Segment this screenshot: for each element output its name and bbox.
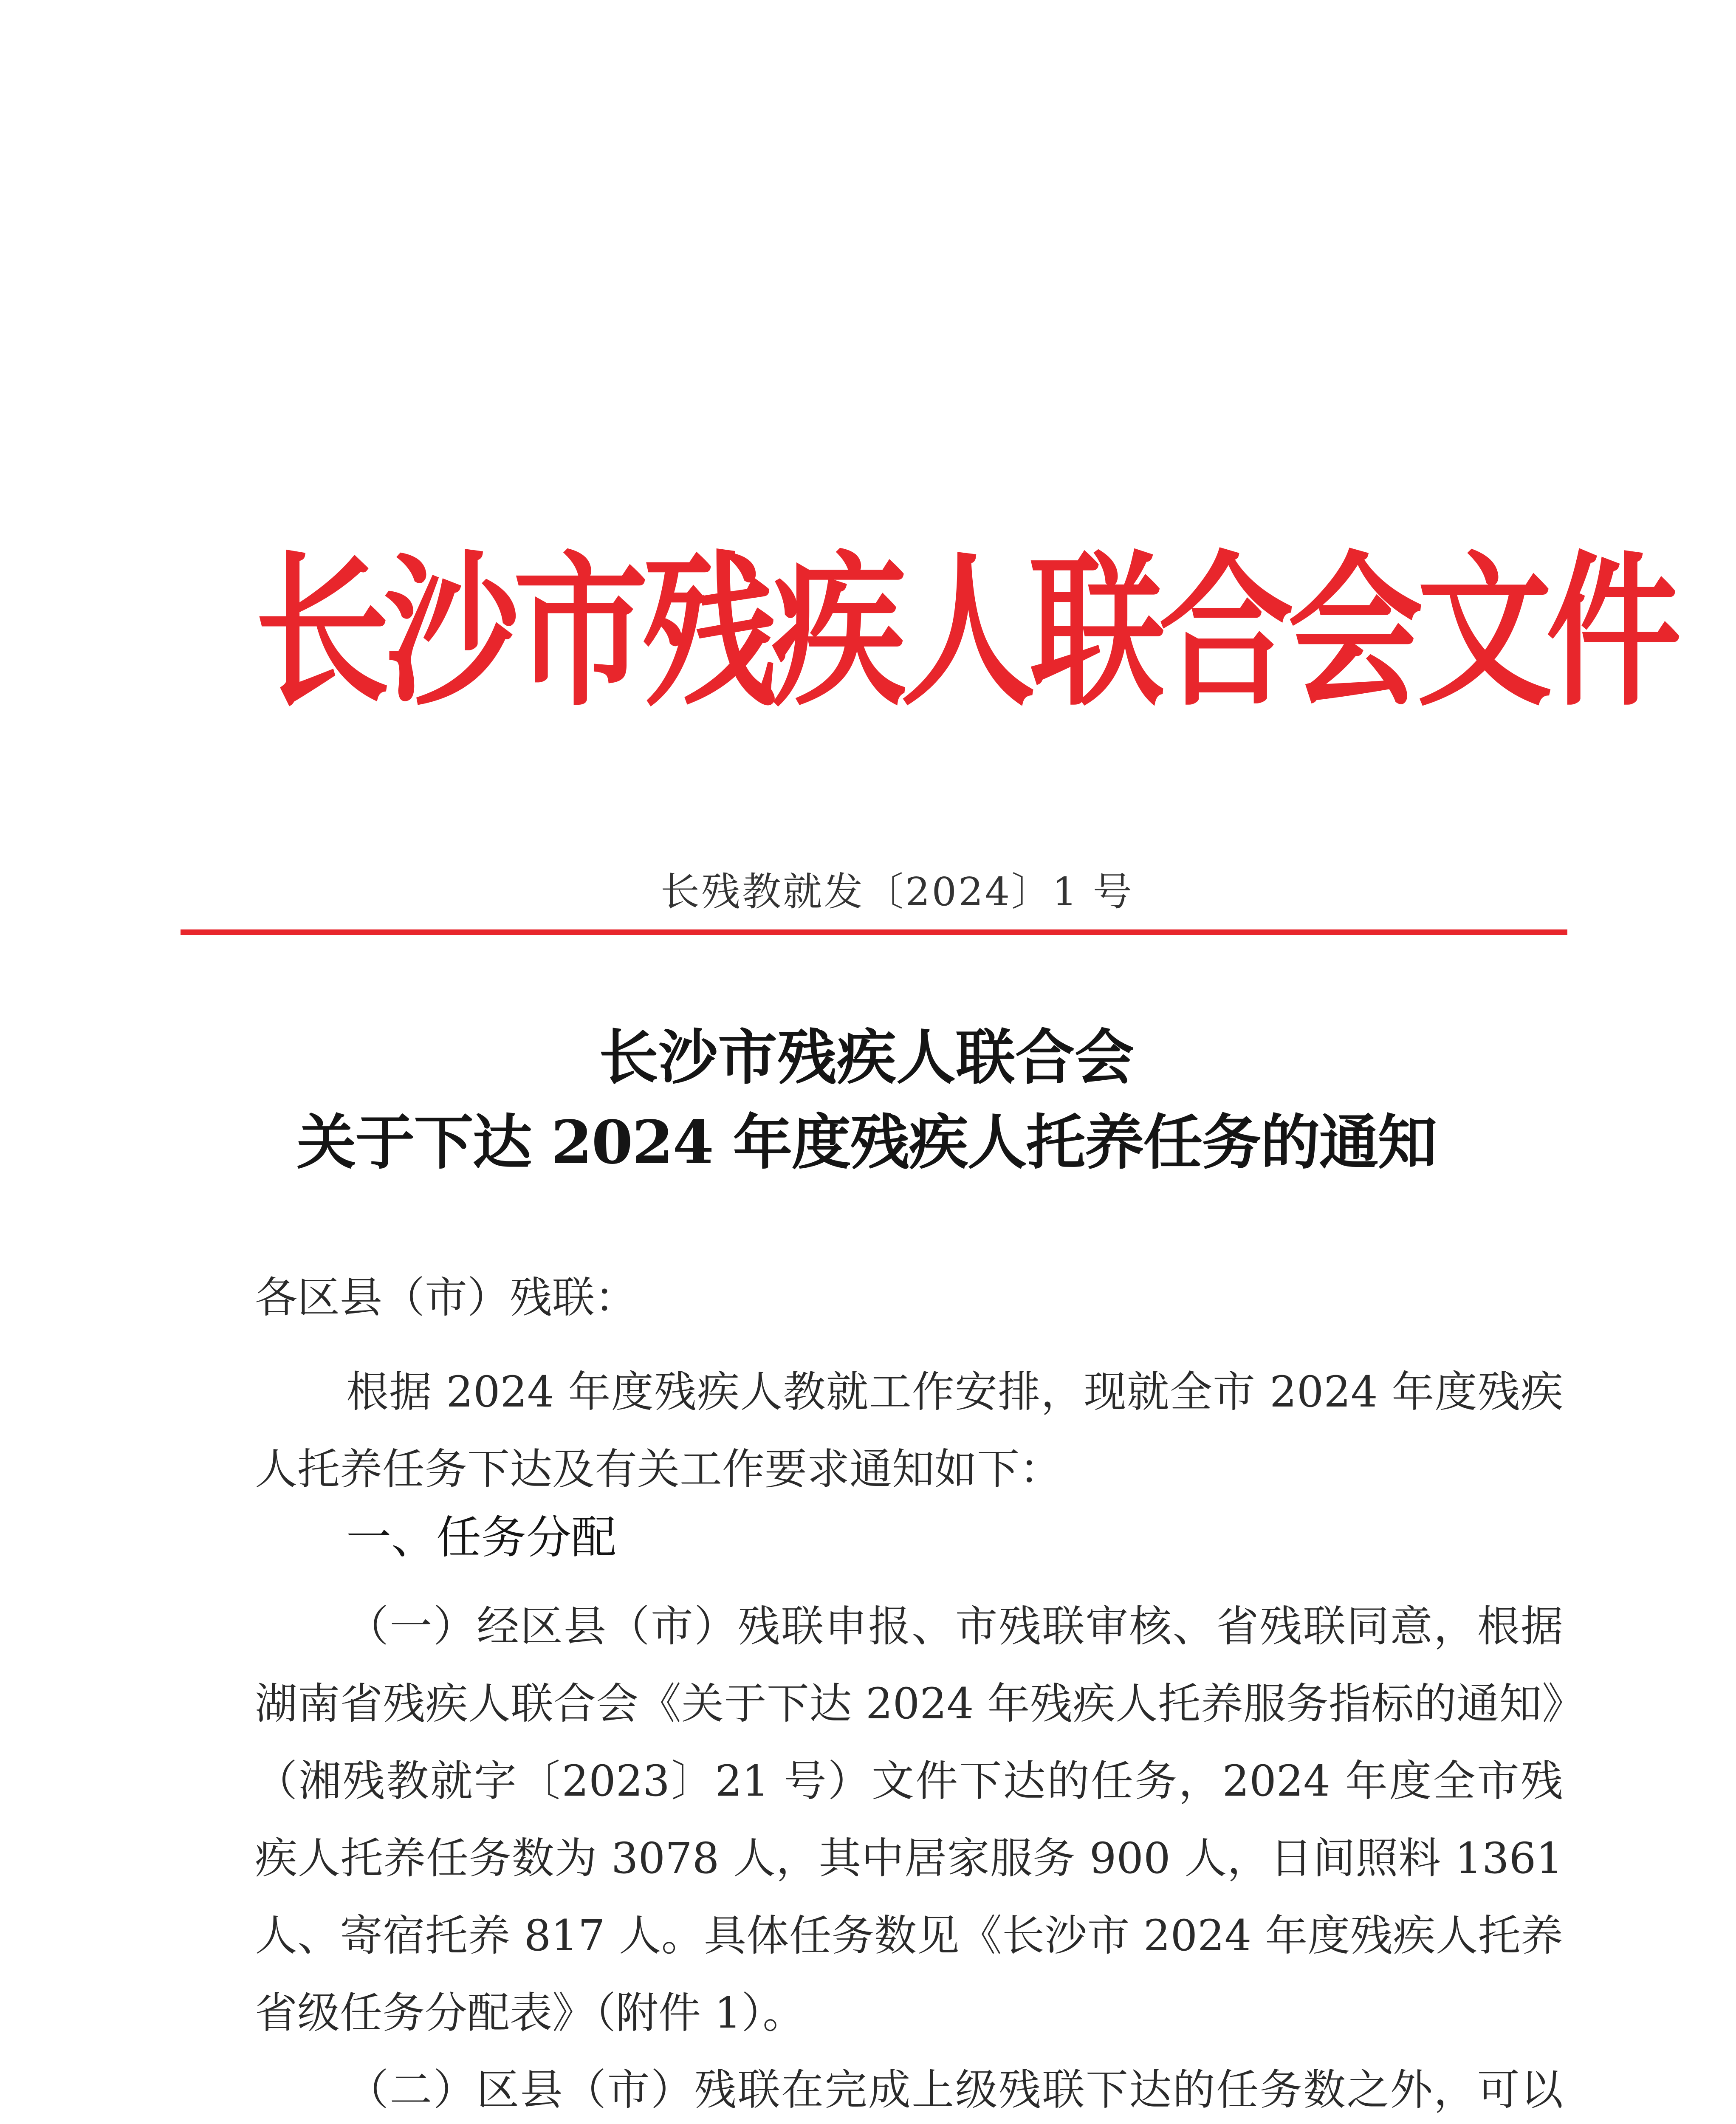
intro-paragraph: 根据 2024 年度残疾人教就工作安排，现就全市 2024 年度残疾人托养任务下达及有关工作要求通知如下：	[255, 1367, 1563, 1494]
salutation: 各区县（市）残联：	[255, 1273, 637, 1322]
notice-title-line-1: 长沙市残疾人联合会	[598, 1023, 1134, 1093]
document-header-title: 长沙市残疾人联合会文件	[255, 534, 1675, 729]
notice-title-line-2: 关于下达 2024 年度残疾人托养任务的通知	[296, 1108, 1437, 1178]
section-1-paragraph-2: （二）区县（市）残联在完成上级残联下达的任务数之外，可以	[346, 2065, 1563, 2115]
section-1-paragraph-1: （一）经区县（市）残联申报、市残联审核、省残联同意，根据湖南省残疾人联合会《关于下达 2024 年残疾人托养服务指标的通知》（湘残教就字〔2023〕21 号）文件下达的任务，2024 年度全市残疾人托养任务数为 3078 人，其中居家服务 900 人，日间照料 1361 人、寄宿托养 817 人。具体任务数见《长沙市 2024 年度残疾人托养省级任务分配表》（附件 1）。	[255, 1601, 1563, 2038]
document-number: 长残教就发〔2024〕1 号	[661, 869, 1134, 915]
red-separator-line	[181, 929, 1567, 935]
section-heading-task-allocation: 一、任务分配	[346, 1511, 616, 1564]
